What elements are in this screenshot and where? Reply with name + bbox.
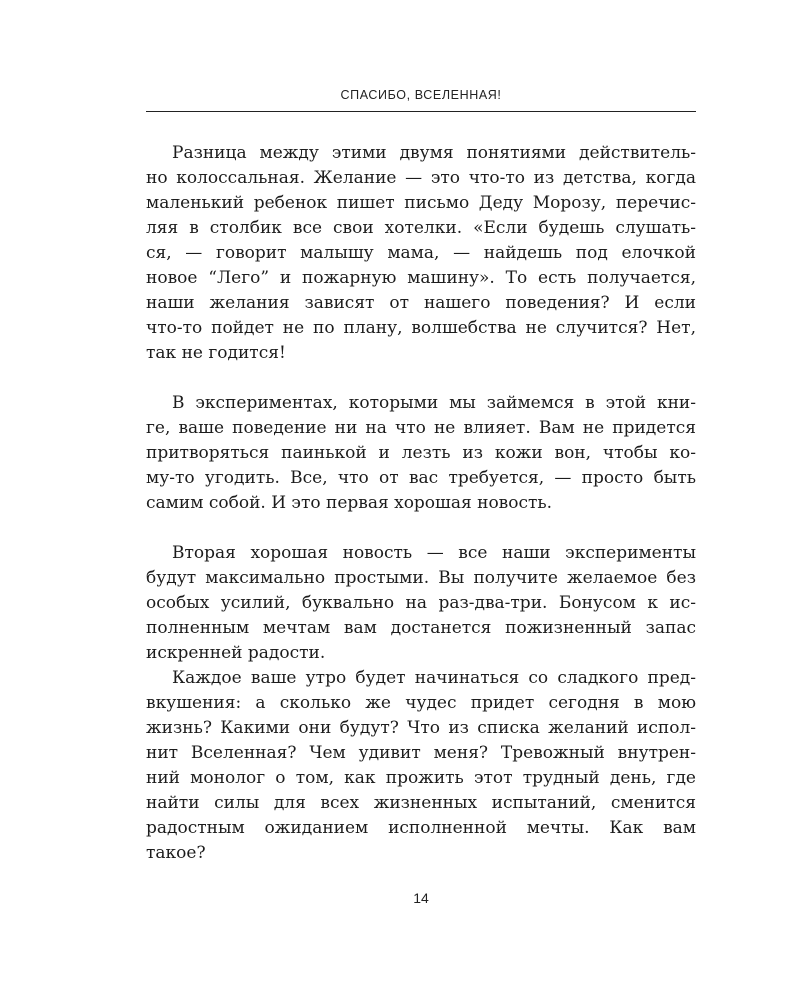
text-line: особых усилий, буквально на раз-два-три. Бонусом к ис- bbox=[146, 593, 696, 613]
text-line: самим собой. И это первая хорошая новость. bbox=[146, 493, 553, 513]
text-line: такое? bbox=[146, 843, 206, 863]
text-line: ний монолог о том, как прожить этот трудный день, где bbox=[146, 768, 696, 788]
text-line: притворяться паинькой и лезть из кожи вон, чтобы ко- bbox=[146, 443, 696, 463]
text-line: будут максимально простыми. Вы получите желаемое без bbox=[146, 568, 696, 588]
text-line: новое “Лего” и пожарную машину». То есть получается, bbox=[146, 268, 696, 288]
page-number: 14 bbox=[413, 890, 429, 906]
running-header: СПАСИБО, ВСЕЛЕННАЯ! bbox=[340, 88, 502, 102]
text-line: Вторая хорошая новость — все наши эксперименты bbox=[172, 543, 696, 563]
text-line: так не годится! bbox=[146, 343, 286, 363]
text-line: Разница между этими двумя понятиями действитель- bbox=[172, 143, 696, 163]
text-line: жизнь? Какими они будут? Что из списка желаний испол- bbox=[146, 718, 696, 738]
text-line: му-то угодить. Все, что от вас требуется, — просто быть bbox=[146, 468, 696, 488]
header-rule bbox=[146, 111, 696, 112]
text-line: вкушения: а сколько же чудес придет сегодня в мою bbox=[146, 693, 696, 713]
text-line: радостным ожиданием исполненной мечты. Как вам bbox=[146, 818, 696, 838]
text-line: ся, — говорит малышу мама, — найдешь под елочкой bbox=[146, 243, 696, 263]
text-line: В экспериментах, которыми мы займемся в этой кни- bbox=[172, 393, 696, 413]
text-line: искренней радости. bbox=[146, 643, 326, 663]
text-line: что-то пойдет не по плану, волшебства не случится? Нет, bbox=[146, 318, 696, 338]
text-line: Каждое ваше утро будет начинаться со сладкого пред- bbox=[172, 668, 696, 688]
text-line: ге, ваше поведение ни на что не влияет. Вам не придется bbox=[146, 418, 696, 438]
text-line: маленький ребенок пишет письмо Деду Морозу, перечис- bbox=[146, 193, 696, 213]
text-line: нит Вселенная? Чем удивит меня? Тревожный внутрен- bbox=[146, 743, 696, 763]
text-line: найти силы для всех жизненных испытаний, сменится bbox=[146, 793, 696, 813]
text-line: ляя в столбик все свои хотелки. «Если будешь слушать- bbox=[146, 218, 696, 238]
text-line: полненным мечтам вам достанется пожизненный запас bbox=[146, 618, 696, 638]
text-line: но колоссальная. Желание — это что-то из детства, когда bbox=[146, 168, 696, 188]
text-line: наши желания зависят от нашего поведения? И если bbox=[146, 293, 696, 313]
